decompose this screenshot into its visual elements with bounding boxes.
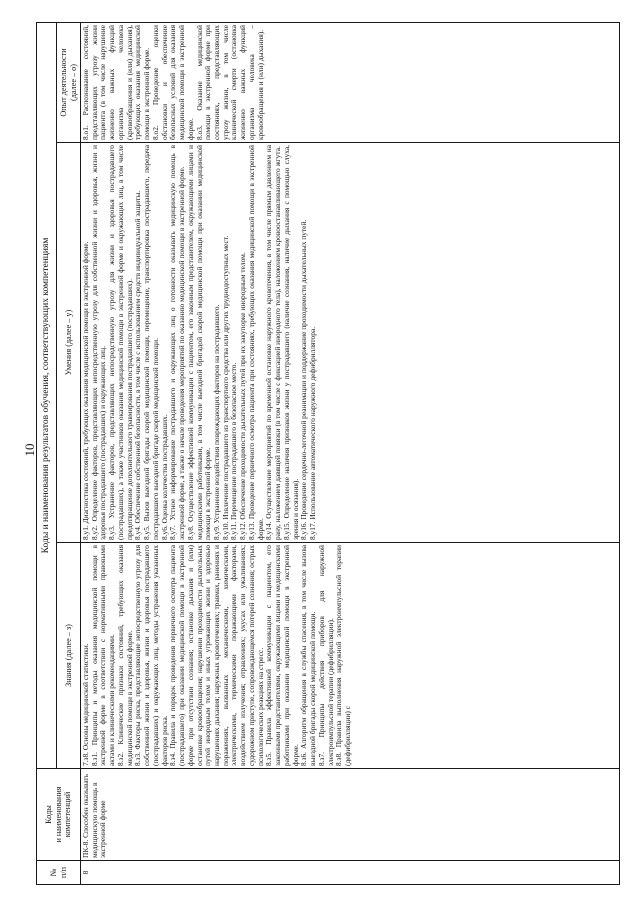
header-results-group: Коды и наименования результатов обучения, соответствующих компетенциям bbox=[37, 23, 57, 769]
list-item: 8.у10. Извлечение пострадавшего из транспортного средства или других труднодоступных мест. bbox=[220, 235, 230, 540]
list-item: 8.у14. Осуществление мероприятий по временной остановке наружного кровотечения, в том числе прямым давлением на рану, наложением давящей повязки (в том числе с фиксацией инородного тела), наложением кровоостанавливающего жгута. bbox=[264, 145, 283, 540]
list-item: 8.у8. Осуществление эффективной коммуникации с пациентом, его законным представителем, окружающими лицами и медицинскими работниками, в том числе выездной бригадой скорой медицинской помощи при оказании медицинской помощи в экстренной форме. bbox=[185, 145, 213, 540]
list-item: 8.у15. Определение наличия признаков жизни у пострадавшего (наличие сознания, наличие дыхания с помощью слуха, зрения и осязания). bbox=[281, 145, 300, 540]
list-item: 8.у5. Вызов выездной бригады скорой медицинской помощи, перемещение, транспортировка пострадавшего, передача пострадавшего выездной бригаде скорой медицинской помощи. bbox=[142, 145, 160, 540]
header-number: № п/п bbox=[37, 861, 81, 885]
knowledge-cell bbox=[81, 543, 620, 769]
page-number: 10 bbox=[22, 443, 37, 457]
competency-name: ПК-8. Способен оказывать медицинскую помощь в экстренной форме bbox=[81, 769, 620, 861]
list-item: 8.у13. Проведение первичного осмотра пациента при состояниях, требующих оказания медицинской помощи в экстренной форме. bbox=[246, 145, 265, 540]
list-item: 8.у9. Устранение воздействия повреждающих факторов на пострадавшего. bbox=[212, 304, 222, 540]
list-item: 8.з8. Правила выполнения наружной электроимпульсной терапии (дефибрилляции) с bbox=[334, 545, 353, 766]
table-row bbox=[81, 23, 620, 885]
list-item: 8.о3. Оказание медицинской помощи в экстренной форме при состояниях, представляющих угрозу жизни, в том числе клинической смерти (остановка жизненно важных функций организма человека – кровообращения и (или) дыхания). bbox=[194, 25, 265, 140]
list-item: 8.у12. Обеспечение проходимости дыхательных путей при их закупорке инородным телом. bbox=[238, 252, 248, 540]
header-skills: Умения (далее – у) bbox=[57, 143, 81, 543]
list-item: 8.о2. Проведение оценки обстановки и обеспечение безопасных условий для оказания медицинской помощи в экстренной форме. bbox=[150, 25, 195, 140]
list-item: 8.з6. Алгоритм обращения в службы спасения, в том числе вызова выездной бригады скорой медицинской помощи. bbox=[299, 545, 318, 766]
list-item: 8.у3. Устранение факторов, представляющих непосредственную угрозу для жизни и здоровья пострадавшего (пострадавших), а также участников оказания медицинской помощи в экстренной форме и окружающих лиц, в том числе предотвращение дополнительного травмирования пострадавшего (пострадавших). bbox=[107, 145, 134, 540]
list-item: 8.з3. Факторы риска, представляющие непосредственную угрозу для собственной жизни и здоровья, жизни и здоровья пострадавшего (пострадавших) и окружающих лиц, методы устранения указанных факторов риска. bbox=[133, 545, 169, 766]
list-item: 8.у17. Использование автоматического наружного дефибриллятора. bbox=[308, 326, 318, 540]
list-item: 8.у4. Обеспечение собственной безопасности, в том числе с использованием средств индивидуальной защиты. bbox=[133, 190, 143, 540]
list-item: 8.у6. Оценка количества пострадавших. bbox=[159, 414, 169, 540]
header-knowledge: Знания (далее – з) bbox=[57, 543, 81, 769]
list-item: 7.з8. Основы медицинской статистики. bbox=[81, 643, 90, 766]
header-experience: Опыт деятельности (далее – о) bbox=[57, 23, 81, 143]
list-item: 8.з1. Принципы и методы оказания медицинской помощи в экстренной форме в соответствии с нормативными правовыми актами и клиническими рекомендациями. bbox=[89, 545, 117, 766]
skills-cell bbox=[81, 143, 620, 543]
list-item: 8.з4. Правила и порядок проведения первичного осмотра пациента (пострадавшего) при оказании медицинской помощи в экстренной форме при отсутствии сознания; остановке дыхания и (или) остановке кровообращения; нарушении проходимости дыхательных путей инородным телом и иных угрожающих жизни и здоровью нарушениях дыхания; наружных кровотечениях; травмах, ранениях и поражениях, вызванных механическими, химическими, электрическими, термическими поражающими факторами, воздействием излучения; отравлениях; укусах или ужаливаниях; судорожном приступе, сопровождающемся потерей сознания; острых психологических реакциях на стресс. bbox=[168, 545, 265, 766]
experience-cell bbox=[81, 23, 620, 143]
list-item: 8.з7. Принципы действия приборов для наружной электроимпульсной терапии (дефибрилляции). bbox=[316, 545, 335, 766]
list-item: 8.у7. Устное информирование пострадавшего и окружающих лиц о готовности оказывать медицинскую помощь в экстренной форме, а также о начале проведения мероприятий по оказанию медицинской помощи в экстренной форме. bbox=[168, 145, 187, 540]
list-item: 8.у11. Перемещение пострадавшего в безопасное место. bbox=[229, 362, 239, 540]
competency-table bbox=[36, 22, 620, 885]
header-codes: Коды и наименования компетенций bbox=[37, 769, 81, 861]
list-item: 8.у2. Определение факторов, представляющих непосредственную угрозу для собственной жизни и здоровья, жизни и здоровья пострадавшего (пострадавших) и окружающих лиц. bbox=[89, 145, 108, 540]
list-item: 8.у1. Диагностика состояний, требующих оказания медицинской помощи в экстренной форме. bbox=[81, 241, 90, 540]
list-item: 8.о1. Распознавание состояний, представляющих угрозу жизни пациента (в том числе нарушение жизненно важных функций организма человека (кровообращения и (или) дыхания), требующих оказания медицинской помощи в экстренной форме. bbox=[81, 25, 152, 140]
list-item: 8.з5. Правила эффективной коммуникации с пациентом, его законными представителями, окружающими лицами и медицинскими работниками при оказании медицинской помощи в экстренной форме. bbox=[264, 545, 300, 766]
row-number: 8 bbox=[81, 861, 620, 885]
list-item: 8.з2. Клинические признаки состояний, требующих оказания медицинской помощи в экстренной форме. bbox=[115, 545, 134, 766]
list-item: 8.у16. Проведение сердечно-легочной реанимации и поддержание проходимости дыхательных путей. bbox=[299, 219, 309, 540]
